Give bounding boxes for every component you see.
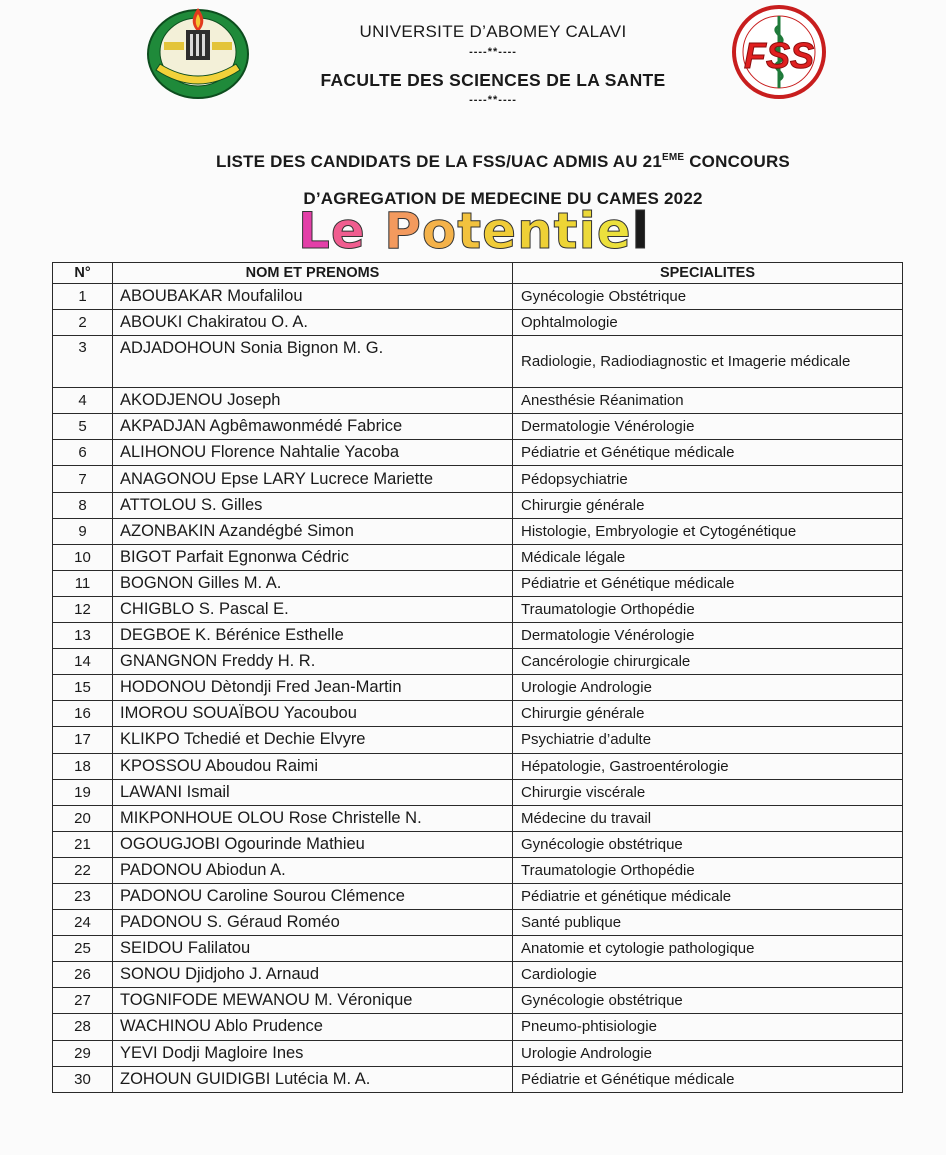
candidate-specialty: Gynécologie obstétrique bbox=[513, 988, 903, 1014]
candidate-name: DEGBOE K. Bérénice Esthelle bbox=[113, 623, 513, 649]
row-number: 27 bbox=[53, 988, 113, 1014]
candidate-specialty: Médecine du travail bbox=[513, 805, 903, 831]
table-row bbox=[53, 492, 903, 518]
row-number: 21 bbox=[53, 831, 113, 857]
row-number: 4 bbox=[53, 388, 113, 414]
candidate-specialty: Cardiologie bbox=[513, 962, 903, 988]
row-number: 20 bbox=[53, 805, 113, 831]
table-row bbox=[53, 857, 903, 883]
row-number: 26 bbox=[53, 962, 113, 988]
table-row bbox=[53, 936, 903, 962]
row-number: 28 bbox=[53, 1014, 113, 1040]
candidate-name: TOGNIFODE MEWANOU M. Véronique bbox=[113, 988, 513, 1014]
watermark-text: Le Potentiel bbox=[298, 202, 650, 260]
candidate-specialty: Ophtalmologie bbox=[513, 310, 903, 336]
table-row bbox=[53, 805, 903, 831]
svg-text:FSS: FSS bbox=[743, 35, 815, 76]
candidate-specialty: Chirurgie générale bbox=[513, 701, 903, 727]
university-name: UNIVERSITE D’ABOMEY CALAVI bbox=[359, 22, 627, 41]
faculty-name: FACULTE DES SCIENCES DE LA SANTE bbox=[320, 70, 666, 90]
table-row bbox=[53, 596, 903, 622]
table-row bbox=[53, 1040, 903, 1066]
candidate-name: MIKPONHOUE OLOU Rose Christelle N. bbox=[113, 805, 513, 831]
table-header-row bbox=[53, 263, 903, 284]
row-number: 11 bbox=[53, 570, 113, 596]
candidate-specialty: Urologie Andrologie bbox=[513, 1040, 903, 1066]
candidates-table bbox=[52, 262, 903, 1093]
candidate-specialty: Cancérologie chirurgicale bbox=[513, 649, 903, 675]
candidate-name: AZONBAKIN Azandégbé Simon bbox=[113, 518, 513, 544]
header-number: N° bbox=[53, 263, 113, 284]
candidate-name: BIGOT Parfait Egnonwa Cédric bbox=[113, 544, 513, 570]
candidate-name: KLIKPO Tchedié et Dechie Elvyre bbox=[113, 727, 513, 753]
row-number: 18 bbox=[53, 753, 113, 779]
candidate-name: WACHINOU Ablo Prudence bbox=[113, 1014, 513, 1040]
row-number: 29 bbox=[53, 1040, 113, 1066]
candidate-name: LAWANI Ismail bbox=[113, 779, 513, 805]
candidate-specialty: Urologie Andrologie bbox=[513, 675, 903, 701]
row-number: 9 bbox=[53, 518, 113, 544]
candidate-name: IMOROU SOUAÏBOU Yacoubou bbox=[113, 701, 513, 727]
row-number: 12 bbox=[53, 596, 113, 622]
row-number: 8 bbox=[53, 492, 113, 518]
candidate-specialty: Pneumo-phtisiologie bbox=[513, 1014, 903, 1040]
table-row bbox=[53, 440, 903, 466]
candidate-specialty: Médicale légale bbox=[513, 544, 903, 570]
row-number: 22 bbox=[53, 857, 113, 883]
table-row bbox=[53, 310, 903, 336]
candidate-name: BOGNON Gilles M. A. bbox=[113, 570, 513, 596]
row-number: 25 bbox=[53, 936, 113, 962]
table-row bbox=[53, 518, 903, 544]
row-number: 14 bbox=[53, 649, 113, 675]
table-row bbox=[53, 883, 903, 909]
candidate-name: ALIHONOU Florence Nahtalie Yacoba bbox=[113, 440, 513, 466]
table-row bbox=[53, 1014, 903, 1040]
candidate-name: ABOUBAKAR Moufalilou bbox=[113, 284, 513, 310]
row-number: 2 bbox=[53, 310, 113, 336]
candidate-name: ADJADOHOUN Sonia Bignon M. G. bbox=[113, 336, 513, 388]
table-row bbox=[53, 962, 903, 988]
candidate-specialty: Anatomie et cytologie pathologique bbox=[513, 936, 903, 962]
table-row bbox=[53, 701, 903, 727]
candidate-name: PADONOU Caroline Sourou Clémence bbox=[113, 883, 513, 909]
table-row bbox=[53, 623, 903, 649]
row-number: 19 bbox=[53, 779, 113, 805]
candidate-specialty: Traumatologie Orthopédie bbox=[513, 596, 903, 622]
table-row bbox=[53, 649, 903, 675]
table-row bbox=[53, 779, 903, 805]
header-name: NOM ET PRENOMS bbox=[113, 263, 513, 284]
candidate-name: PADONOU S. Géraud Roméo bbox=[113, 910, 513, 936]
candidate-specialty: Gynécologie obstétrique bbox=[513, 831, 903, 857]
table-row bbox=[53, 1066, 903, 1092]
candidate-name: HODONOU Dètondji Fred Jean-Martin bbox=[113, 675, 513, 701]
header-separator: ----**---- bbox=[469, 94, 517, 106]
candidate-specialty: Pédiatrie et génétique médicale bbox=[513, 883, 903, 909]
header-separator: ----**---- bbox=[469, 46, 517, 58]
table-row bbox=[53, 544, 903, 570]
candidate-specialty: Anesthésie Réanimation bbox=[513, 388, 903, 414]
row-number: 6 bbox=[53, 440, 113, 466]
candidate-name: ABOUKI Chakiratou O. A. bbox=[113, 310, 513, 336]
table-row bbox=[53, 570, 903, 596]
row-number: 16 bbox=[53, 701, 113, 727]
candidate-name: KPOSSOU Aboudou Raimi bbox=[113, 753, 513, 779]
row-number: 15 bbox=[53, 675, 113, 701]
candidate-name: CHIGBLO S. Pascal E. bbox=[113, 596, 513, 622]
table-row bbox=[53, 831, 903, 857]
candidate-specialty: Pédiatrie et Génétique médicale bbox=[513, 570, 903, 596]
candidate-specialty: Dermatologie Vénérologie bbox=[513, 623, 903, 649]
row-number: 5 bbox=[53, 414, 113, 440]
row-number: 3 bbox=[53, 336, 113, 388]
table-row bbox=[53, 753, 903, 779]
candidate-name: ANAGONOU Epse LARY Lucrece Mariette bbox=[113, 466, 513, 492]
candidate-name: SONOU Djidjoho J. Arnaud bbox=[113, 962, 513, 988]
candidate-specialty: Chirurgie générale bbox=[513, 492, 903, 518]
table-row bbox=[53, 388, 903, 414]
candidate-specialty: Traumatologie Orthopédie bbox=[513, 857, 903, 883]
candidate-specialty: Gynécologie Obstétrique bbox=[513, 284, 903, 310]
candidate-name: GNANGNON Freddy H. R. bbox=[113, 649, 513, 675]
table-row bbox=[53, 675, 903, 701]
candidate-specialty: Chirurgie viscérale bbox=[513, 779, 903, 805]
row-number: 10 bbox=[53, 544, 113, 570]
table-row bbox=[53, 466, 903, 492]
candidate-specialty: Santé publique bbox=[513, 910, 903, 936]
candidate-name: PADONOU Abiodun A. bbox=[113, 857, 513, 883]
candidate-specialty: Histologie, Embryologie et Cytogénétique bbox=[513, 518, 903, 544]
candidate-specialty: Psychiatrie d’adulte bbox=[513, 727, 903, 753]
row-number: 24 bbox=[53, 910, 113, 936]
candidate-name: SEIDOU Falilatou bbox=[113, 936, 513, 962]
row-number: 17 bbox=[53, 727, 113, 753]
candidate-specialty: Radiologie, Radiodiagnostic et Imagerie médicale bbox=[513, 336, 903, 388]
candidate-name: AKODJENOU Joseph bbox=[113, 388, 513, 414]
table-row bbox=[53, 414, 903, 440]
row-number: 30 bbox=[53, 1066, 113, 1092]
candidate-specialty: Dermatologie Vénérologie bbox=[513, 414, 903, 440]
candidate-name: ATTOLOU S. Gilles bbox=[113, 492, 513, 518]
candidate-name: YEVI Dodji Magloire Ines bbox=[113, 1040, 513, 1066]
row-number: 7 bbox=[53, 466, 113, 492]
table-row bbox=[53, 988, 903, 1014]
candidate-specialty: Hépatologie, Gastroentérologie bbox=[513, 753, 903, 779]
candidate-specialty: Pédopsychiatrie bbox=[513, 466, 903, 492]
table-row bbox=[53, 910, 903, 936]
candidate-name: AKPADJAN Agbêmawonmédé Fabrice bbox=[113, 414, 513, 440]
table-row bbox=[53, 727, 903, 753]
candidate-name: ZOHOUN GUIDIGBI Lutécia M. A. bbox=[113, 1066, 513, 1092]
header-specialty: SPECIALITES bbox=[513, 263, 903, 284]
candidate-specialty: Pédiatrie et Génétique médicale bbox=[513, 440, 903, 466]
candidate-name: OGOUGJOBI Ogourinde Mathieu bbox=[113, 831, 513, 857]
row-number: 13 bbox=[53, 623, 113, 649]
candidate-specialty: Pédiatrie et Génétique médicale bbox=[513, 1066, 903, 1092]
table-row bbox=[53, 336, 903, 388]
row-number: 23 bbox=[53, 883, 113, 909]
table-row bbox=[53, 284, 903, 310]
row-number: 1 bbox=[53, 284, 113, 310]
document-title-line2: D’AGREGATION DE MEDECINE DU CAMES 2022 bbox=[303, 189, 703, 208]
document-title-line1: LISTE DES CANDIDATS DE LA FSS/UAC ADMIS AU 21EME CONCOURS bbox=[216, 152, 790, 171]
